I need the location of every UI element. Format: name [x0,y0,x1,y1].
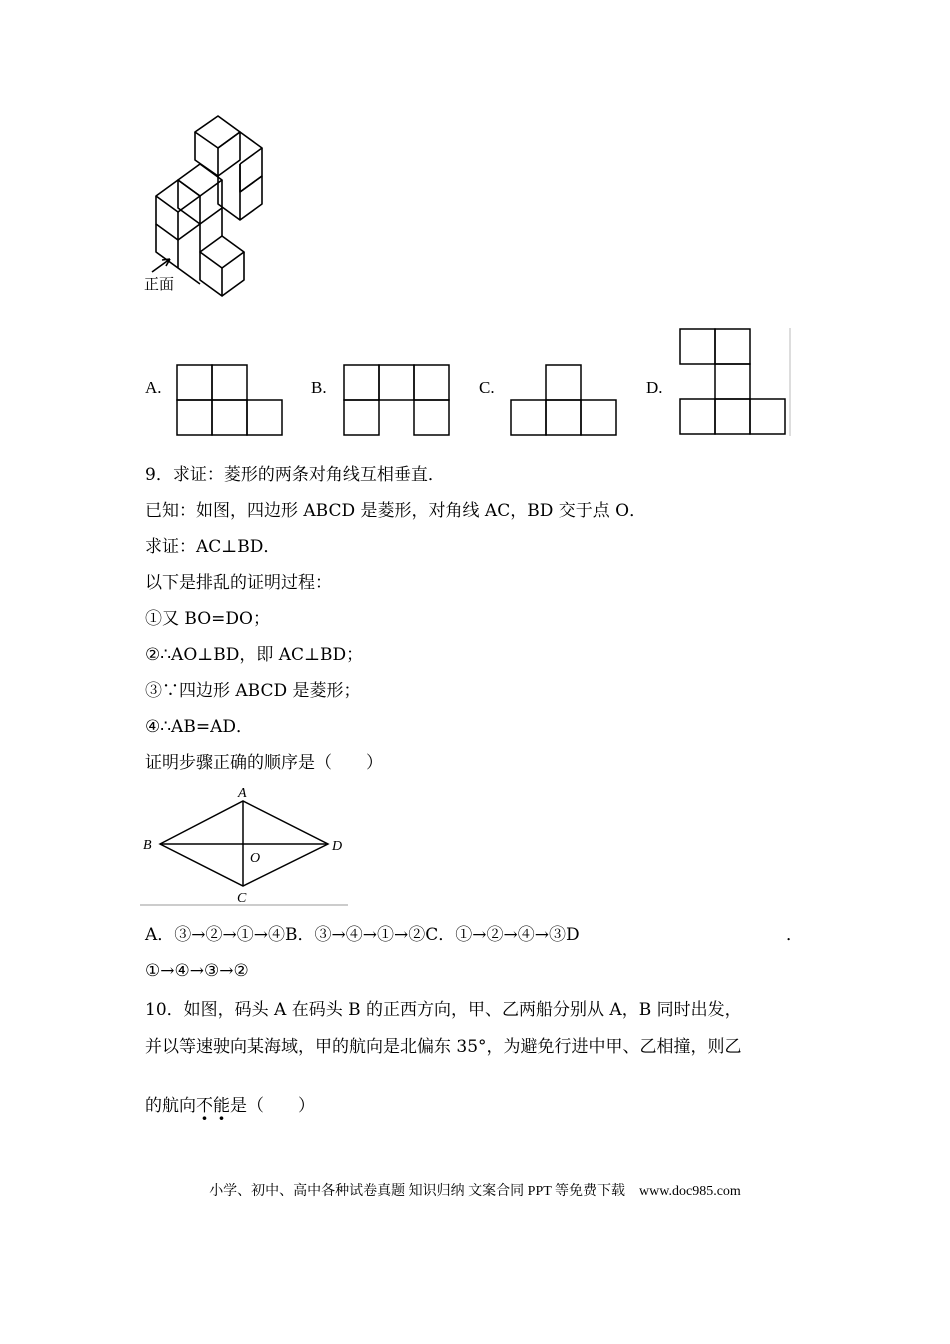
vertex-a: A [238,786,247,801]
vertex-d: D [332,839,343,854]
option-c-label: C. [479,378,495,397]
vertex-b: B [143,838,152,853]
q10-line3 [145,1094,315,1118]
front-label: 正面 [144,275,175,293]
q10-line1: 10．如图，码头 A 在码头 B 的正西方向，甲、乙两船分别从 A，B 同时出发， [145,1000,742,1020]
q10-line3-post: 是（ ） [230,1096,315,1116]
q9-step-4: ④∴AB=AD． [145,717,253,737]
q9-step-3: ③∵四边形 ABCD 是菱形； [145,681,361,701]
option-d-label: D. [646,378,663,397]
q9-intro: 以下是排乱的证明过程： [145,573,332,593]
option-d-view [679,328,791,436]
q9-ask: 证明步骤正确的顺序是（ ） [145,753,383,773]
q9-step-1: ①又 BO=DO； [145,609,270,629]
q10-line3-pre: 的航向 [145,1096,196,1116]
vertex-c: C [237,891,247,906]
q9-answers-line1: A．③→②→①→④B．③→④→①→②C．①→②→④→③D [145,925,580,945]
q10-emphasis-1: 不 [196,1096,213,1116]
q9-title: 9．求证：菱形的两条对角线互相垂直． [145,465,445,485]
option-a-label: A. [145,378,162,397]
option-a-view [176,364,282,436]
q9-answers-dot: ． [786,925,803,945]
q9-step-2: ②∴AO⊥BD，即 AC⊥BD； [145,645,364,665]
rhombus-figure [140,784,350,906]
q10-line2: 并以等速驶向某海域，甲的航向是北偏东 35°，为避免行进中甲、乙相撞，则乙 [145,1037,742,1057]
q9-prove: 求证：AC⊥BD． [145,537,281,557]
option-c-view [510,364,616,436]
q10-emphasis-2: 能 [213,1096,230,1116]
option-b-label: B. [311,378,327,397]
q9-answers-line2: ①→④→③→② [145,961,249,981]
vertex-o: O [250,851,261,866]
page-footer: 小学、初中、高中各种试卷真题 知识归纳 文案合同 PPT 等免费下载 www.doc985.com [209,1184,741,1199]
option-b-view [343,364,449,436]
cube-stack-figure [140,112,270,297]
q9-given: 已知：如图，四边形 ABCD 是菱形，对角线 AC，BD 交于点 O． [145,501,647,521]
